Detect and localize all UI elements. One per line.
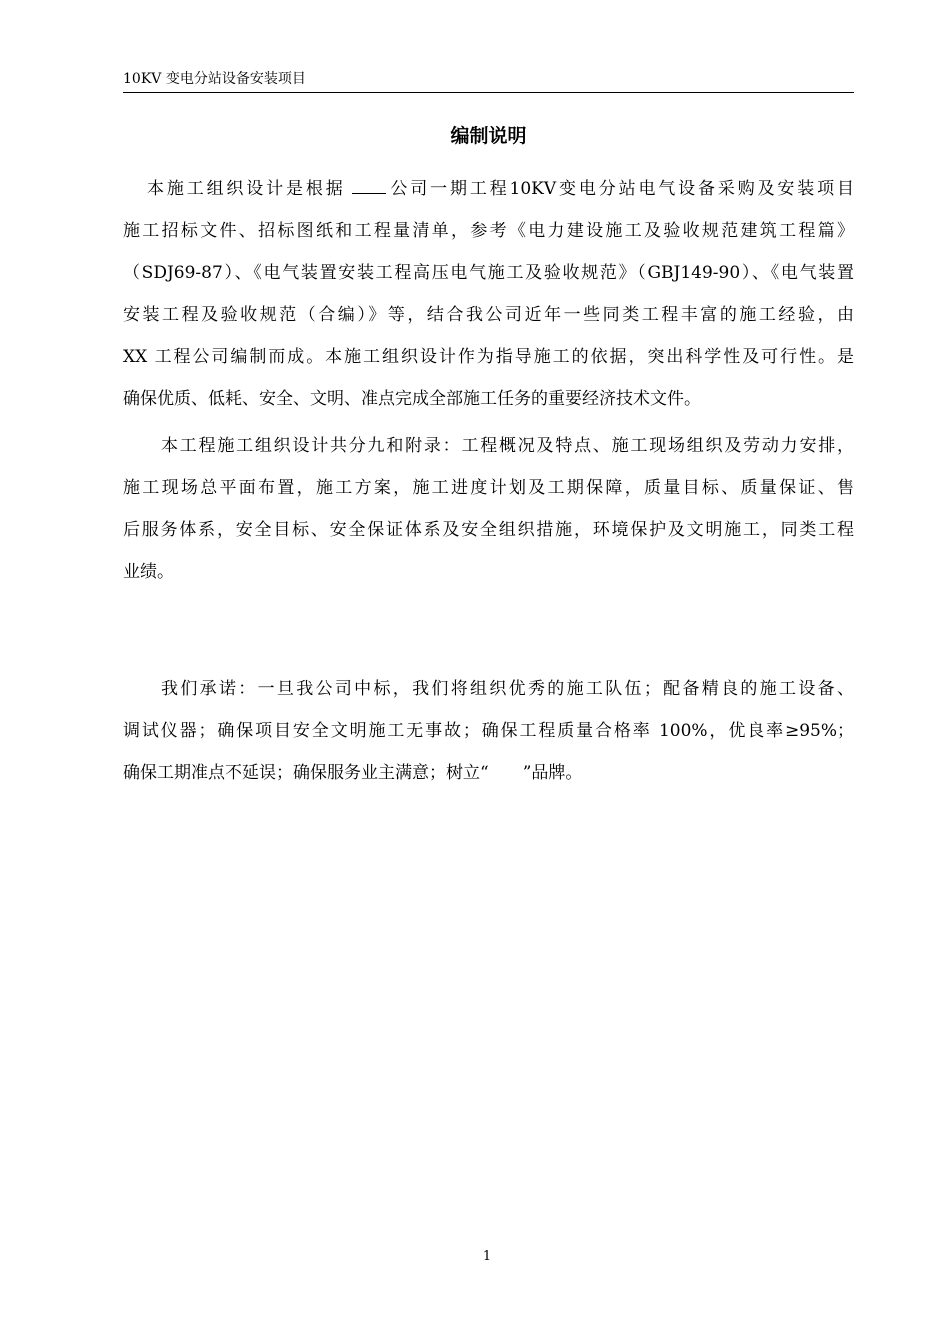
paragraph-basis bbox=[123, 168, 854, 420]
paragraph-line: 施工现场总平面布置，施工方案，施工进度计划及工期保障，质量目标、质量保证、售 bbox=[123, 478, 854, 498]
page-number: 1 bbox=[482, 1249, 492, 1264]
paragraph-line: 确保工期准点不延误；确保服务业主满意；树立“ ”品牌。 bbox=[123, 763, 583, 783]
paragraph-text: 公司一期工程10KV变电分站电气设备采购及安装项目 bbox=[387, 179, 854, 199]
paragraph-line: XX 工程公司编制而成。本施工组织设计作为指导施工的依据，突出科学性及可行性。是 bbox=[123, 347, 854, 367]
document-title: 编制说明 bbox=[450, 125, 527, 147]
paragraph-line: 施工招标文件、招标图纸和工程量清单，参考《电力建设施工及验收规范建筑工程篇》 bbox=[123, 221, 854, 241]
paragraph-line: 确保优质、低耗、安全、文明、准点完成全部施工任务的重要经济技术文件。 bbox=[123, 389, 701, 409]
paragraph-contents bbox=[123, 425, 854, 593]
paragraph-line: 本工程施工组织设计共分九和附录：工程概况及特点、施工现场组织及劳动力安排， bbox=[161, 436, 854, 456]
paragraph-line bbox=[123, 168, 854, 210]
paragraph-line: 后服务体系，安全目标、安全保证体系及安全组织措施，环境保护及文明施工，同类工程 bbox=[123, 520, 854, 540]
paragraph-line: （SDJ69-87）、《电气装置安装工程高压电气施工及验收规范》（GBJ149-90）、《电气装置 bbox=[123, 263, 854, 283]
paragraph-line: 安装工程及验收规范（合编）》等，结合我公司近年一些同类工程丰富的施工经验，由 bbox=[123, 305, 854, 325]
running-header bbox=[123, 66, 854, 93]
paragraph-line: 调试仪器；确保项目安全文明施工无事故；确保工程质量合格率 100%，优良率≥95%； bbox=[123, 721, 854, 741]
paragraph-line: 业绩。 bbox=[123, 562, 174, 582]
running-header-title: 10KV 变电分站设备安装项目 bbox=[123, 71, 306, 87]
paragraph-line: 我们承诺：一旦我公司中标，我们将组织优秀的施工队伍；配备精良的施工设备、 bbox=[161, 679, 854, 699]
paragraph-text: 本施工组织设计是根据 bbox=[147, 179, 346, 199]
fill-in-blank bbox=[352, 177, 386, 194]
paragraph-commitment bbox=[123, 668, 854, 794]
